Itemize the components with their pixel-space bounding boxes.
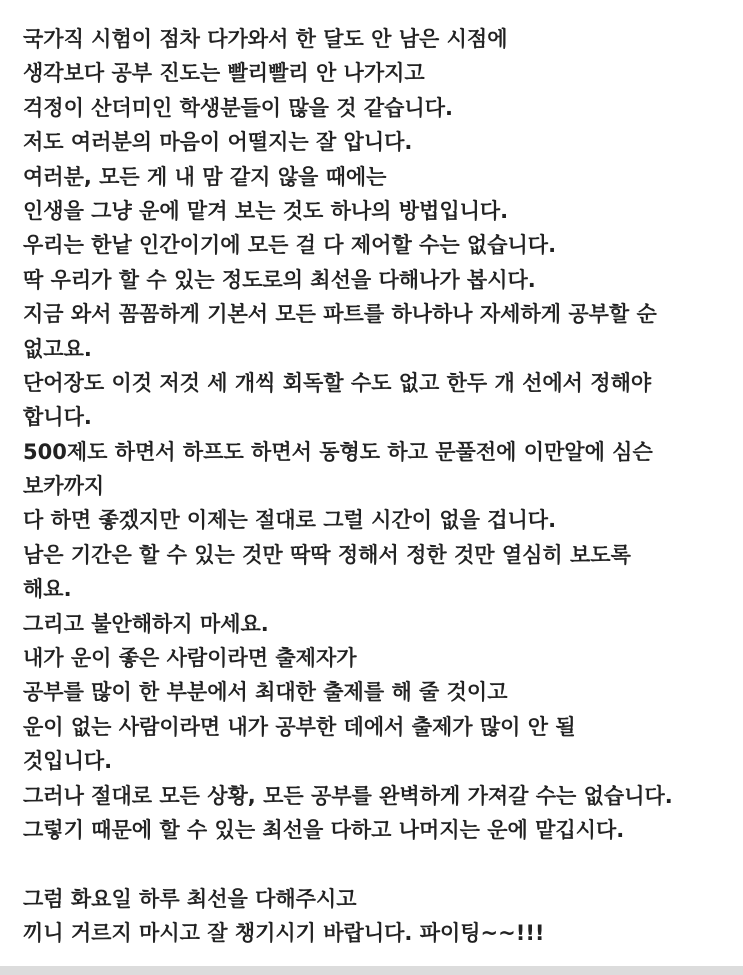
- post-line: 다 하면 좋겠지만 이제는 절대로 그럴 시간이 없을 겁니다.: [23, 508, 557, 533]
- post-line: 것입니다.: [23, 749, 113, 774]
- post-line: 보카까지: [23, 474, 105, 499]
- post-line: 딱 우리가 할 수 있는 정도로의 최선을 다해나가 봅시다.: [23, 267, 536, 292]
- post-line: 그렇기 때문에 할 수 있는 최선을 다하고 나머지는 운에 맡깁시다.: [23, 817, 625, 842]
- post-line: 여러분, 모든 게 내 맘 같지 않을 때에는: [23, 164, 387, 189]
- post-line: 인생을 그냥 운에 맡겨 보는 것도 하나의 방법입니다.: [23, 198, 509, 223]
- post-line: 단어장도 이것 저것 세 개씩 회독할 수도 없고 한두 개 선에서 정해야: [23, 370, 652, 395]
- post-line: 국가직 시험이 점차 다가와서 한 달도 안 남은 시점에: [23, 27, 508, 51]
- post-line: 합니다.: [23, 405, 92, 430]
- paragraph-gap: [23, 847, 733, 881]
- post-line: 그러나 절대로 모든 상황, 모든 공부를 완벽하게 가져갈 수는 없습니다.: [23, 783, 673, 808]
- post-line: 없고요.: [23, 336, 92, 361]
- post-line: 그럼 화요일 하루 최선을 다해주시고: [23, 886, 357, 911]
- post-line: 내가 운이 좋은 사람이라면 출제자가: [23, 646, 357, 671]
- post-line: 500제도 하면서 하프도 하면서 동형도 하고 문풀전에 이만알에 심슨: [23, 439, 653, 464]
- bottom-divider: [0, 966, 743, 975]
- post-line: 지금 와서 꼼꼼하게 기본서 모든 파트를 하나하나 자세하게 공부할 순: [23, 302, 657, 327]
- post-line: 운이 없는 사람이라면 내가 공부한 데에서 출제가 많이 안 될: [23, 714, 576, 739]
- post-line: 생각보다 공부 진도는 빨리빨리 안 나가지고: [23, 61, 425, 86]
- post-line: 저도 여러분의 마음이 어떨지는 잘 압니다.: [23, 130, 413, 155]
- post-line: 끼니 거르지 마시고 잘 챙기시기 바랍니다. 파이팅~~!!!: [23, 921, 545, 946]
- post-line: 해요.: [23, 577, 72, 602]
- post-line: 그리고 불안해하지 마세요.: [23, 611, 269, 636]
- post-line: 남은 기간은 할 수 있는 것만 딱딱 정해서 정한 것만 열심히 보도록: [23, 542, 631, 567]
- post-line: 공부를 많이 한 부분에서 최대한 출제를 해 줄 것이고: [23, 680, 508, 705]
- post-body: [23, 22, 733, 951]
- post-line: 우리는 한낱 인간이기에 모든 걸 다 제어할 수는 없습니다.: [23, 233, 557, 258]
- post-line: 걱정이 산더미인 학생분들이 많을 것 같습니다.: [23, 95, 453, 120]
